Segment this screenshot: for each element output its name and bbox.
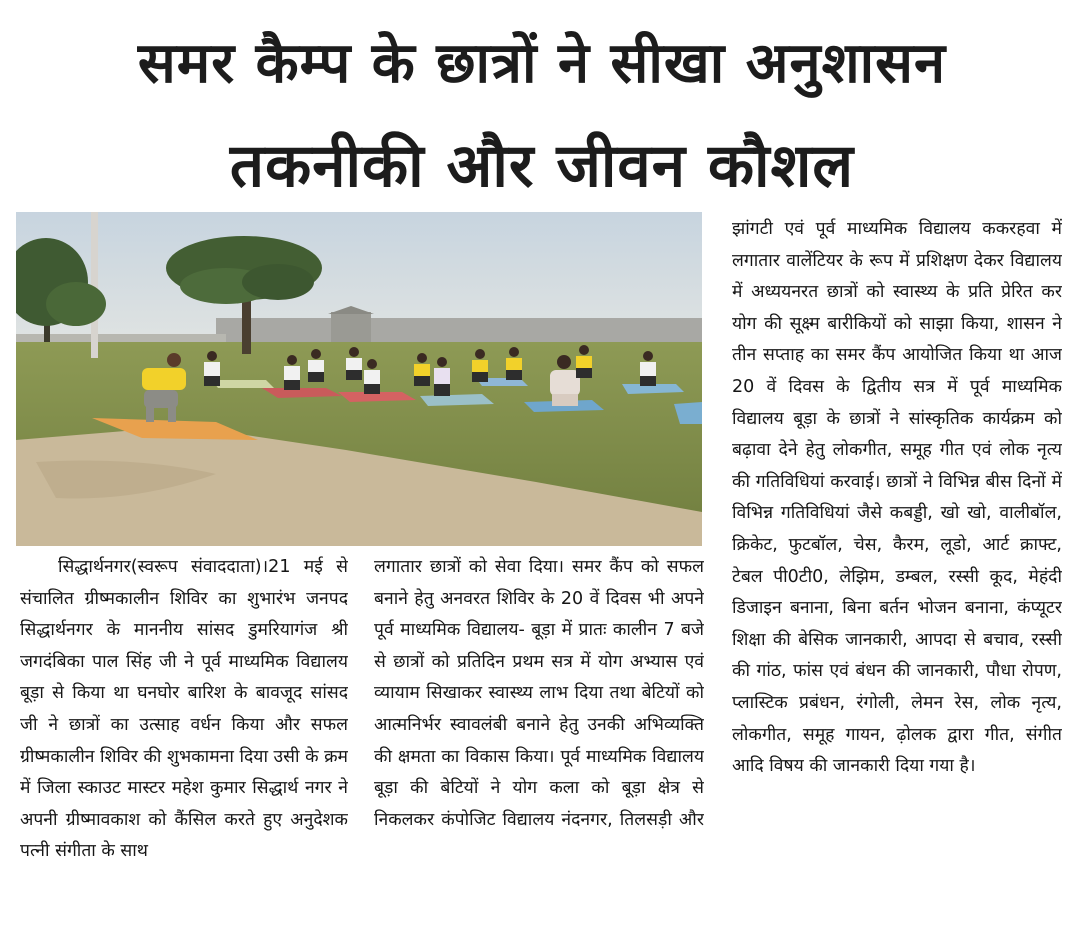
headline-line-2: तकनीकी और जीवन कौशल	[229, 131, 855, 201]
article-column-1	[20, 552, 348, 932]
headline-line-1: समर कैम्प के छात्रों ने सीखा अनुशासन	[137, 31, 947, 96]
news-photo	[16, 212, 702, 546]
article-column-2: लगातार छात्रों को सेवा दिया। समर कैंप को सफल बनाने हेतु अनवरत शिविर के 20 वें दिवस भी अपने पूर्व माध्यमिक विद्यालय- बूड़ा में प्रातः कालीन 7 बजे से छात्रों को प्रतिदिन प्रथम सत्र में योग अभ्यास एवं व्यायाम सिखाकर स्वास्थ्य लाभ दिया तथा बेटियों को आत्मनिर्भर स्वावलंबी बनाने हेतु उनकी अभिव्यक्ति की क्षमता का विकास किया। पूर्व माध्यमिक विद्यालय बूड़ा की बेटियों ने योग कला को बूड़ा क्षेत्र से निकलकर कंपोजिट विद्यालय नंदनगर, तिलसड़ी और	[374, 557, 704, 830]
article-column-3: झांगटी एवं पूर्व माध्यमिक विद्यालय ककरहवा में लगातार वालेंटियर के रूप में प्रशिक्षण देकर विद्यालय में अध्ययनरत छात्रों को स्वास्थ्य के प्रति प्रेरित कर योग की सूक्ष्म बारीकियों को साझा किया, शासन ने तीन सप्ताह का समर कैंप आयोजित किया था आज 20 वें दिवस के द्वितीय सत्र में पूर्व माध्यमिक विद्यालय बूड़ा के छात्रों ने सांस्कृतिक कार्यक्रम को बढ़ावा देने हेतु लोकगीत, समूह गीत एवं लोक नृत्य की गतिविधियां करवाई। छात्रों ने विभिन्न बीस दिनों में विभिन्न गतिविधियां जैसे कबड्डी, खो खो, वालीबॉल, क्रिकेट, फुटबॉल, चेस, कैरम, लूडो, आर्ट क्राफ्ट, टेबल पी0टी0, लेझिम, डम्बल, रस्सी कूद, मेहंदी डिजाइन बनाना, बिना बर्तन भोजन बनाना, कंप्यूटर शिक्षा की बेसिक जानकारी, आपदा से बचाव, रस्सी की गांठ, फांस एवं बंधन की जानकारी, पौधा रोपण, प्लास्टिक प्रबंधन, रंगोली, लेमन रेस, लोक नृत्य, लोकगीत, समूह गायन, ढ़ोलक द्वारा गीत, संगीत आदि विषय की जानकारी दिया गया है।	[732, 219, 1062, 777]
yoga-field-image	[16, 212, 702, 546]
article-column-1-text: सिद्धार्थनगर(स्वरूप संवाददाता)।21 मई से संचालित ग्रीष्मकालीन शिविर का शुभारंभ जनपद सिद्धार्थनगर के माननीय सांसद डुमरियागंज श्री जगदंबिका पाल सिंह जी ने पूर्व माध्यमिक विद्यालय बूड़ा से किया था घनघोर बारिश के बावजूद सांसद जी ने छात्रों का उत्साह वर्धन किया और सफल ग्रीष्मकालीन शिविर की शुभकामना दिया उसी के क्रम में जिला स्काउट मास्टर महेश कुमार सिद्धार्थ नगर ने अपनी ग्रीष्मावकाश को कैंसिल करते हुए अनुदेशक पत्नी संगीता के साथ	[20, 557, 348, 862]
